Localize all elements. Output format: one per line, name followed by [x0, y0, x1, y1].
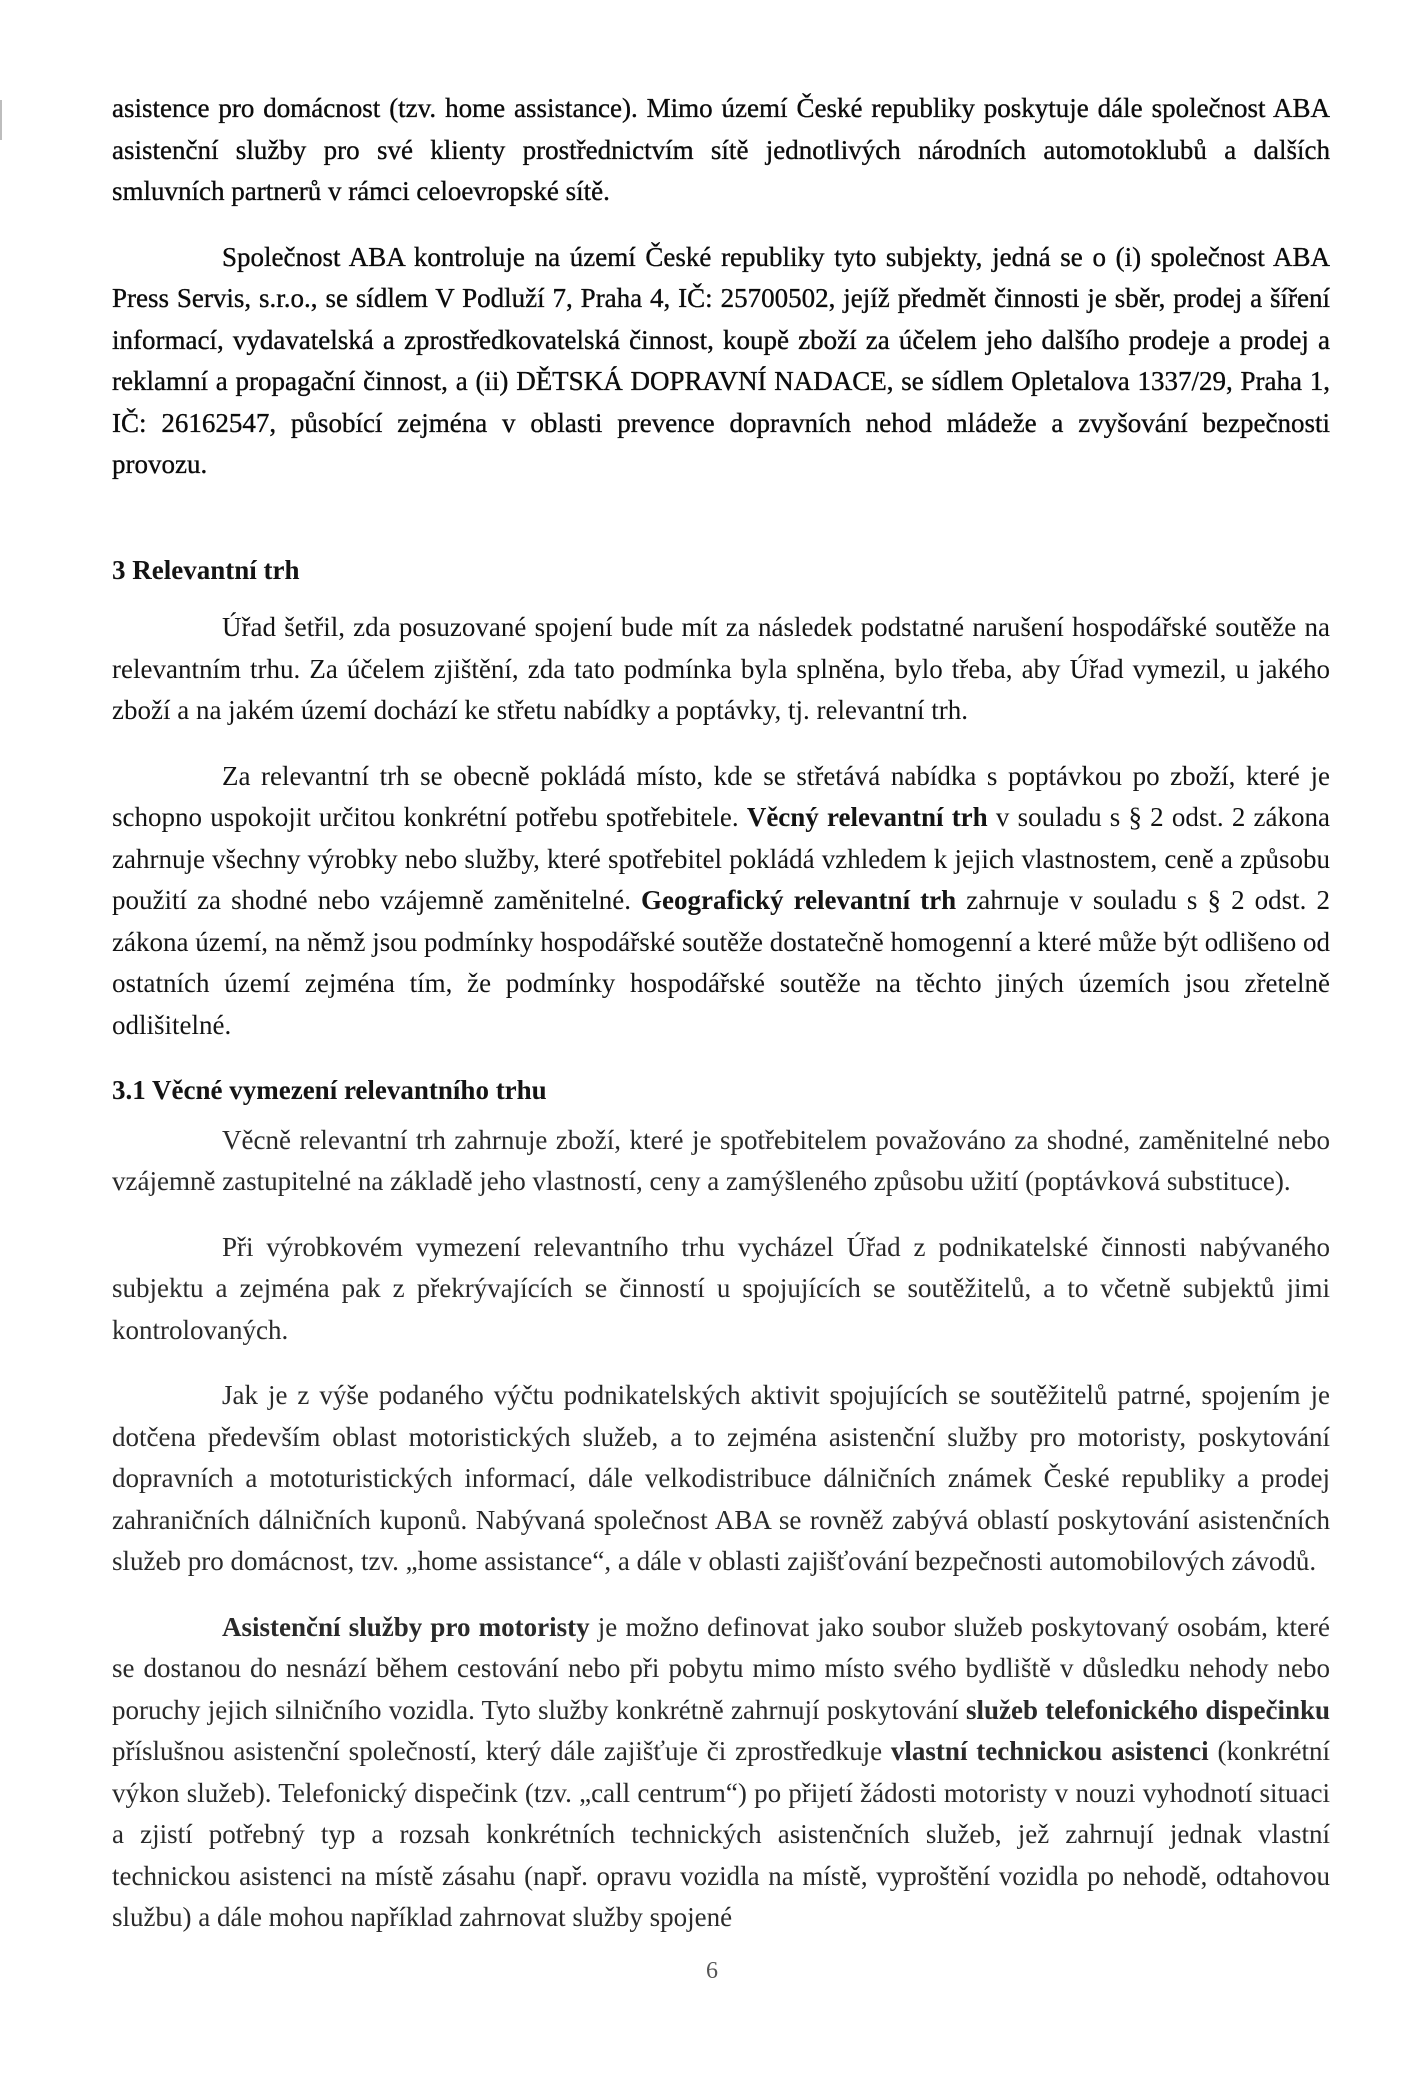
bold-term-motorist-assistance: Asistenční služby pro motoristy [222, 1611, 590, 1642]
paragraph-text: Věcně relevantní trh zahrnuje zboží, které je spotřebitelem považováno za shodné, zaměnitelné nebo vzájemně zastupitelné na základě jeho vlastností, ceny a zamýšleného způsobu užití (poptávková substituce). [112, 1124, 1330, 1196]
paragraph-text: (konkrétní výkon služeb). Telefonický dispečink (tzv. „call centrum“) po přijetí žádosti motoristy v nouzi vyhodnotí situaci a zjistí potřebný typ a rozsah konkrétních technických asistenčních služeb, jež zahrnují jednak vlastní technickou asistenci na místě zásahu (např. opravu vozidla na místě, vyproštění vozidla po nehodě, odtahovou službu) a dále mohou například zahrnovat služby spojené [112, 1736, 1330, 1932]
paragraph-product-market-scope [112, 1120, 1330, 1203]
document-page [112, 88, 1330, 1963]
paragraph-text: je možno definovat jako soubor služeb poskytovaný osobám, které se dostanou do nesnází během cestování nebo při pobytu mimo místo svého bydliště v důsledku nehody nebo poruchy jejich silničního vozidla. Tyto služby konkrétně zahrnují poskytování [112, 1611, 1330, 1725]
paragraph-text: Úřad šetřil, zda posuzované spojení bude mít za následek podstatné narušení hospodářské soutěže na relevantním trhu. Za účelem zjištění, zda tato podmínka byla splněna, bylo třeba, aby Úřad vymezil, u jakého zboží a na jakém území dochází ke střetu nabídky a poptávky, tj. relevantní trh. [112, 612, 1330, 725]
paragraph-product-delineation [112, 1227, 1330, 1352]
paragraph-market-definition [112, 756, 1330, 1047]
paragraph-text: zahrnuje v souladu s § 2 odst. 2 zákona území, na němž jsou podmínky hospodářské soutěže dostatečně homogenní a které může být odlišeno od ostatních území zejména tím, že podmínky hospodářské soutěže na těchto jiných územích jsou zřetelně odlišitelné. [112, 885, 1330, 1040]
bold-term-technical-assistance: vlastní technickou asistenci [890, 1736, 1209, 1766]
paragraph-controlled-subjects [112, 237, 1330, 486]
paragraph-motorist-assistance [112, 1607, 1330, 1939]
bold-term-product-market: Věcný relevantní trh [746, 802, 988, 832]
paragraph-text: Jak je z výše podaného výčtu podnikatelských aktivit spojujících se soutěžitelů patrné, spojením je dotčena především oblast motoristických služeb, a to zejména asistenční služby pro motoristy, poskytování dopravních a mototuristických informací, dále velkodistribuce dálničních známek České republiky a prodej zahraničních dálničních kuponů. Nabývaná společnost ABA se rovněž zabývá oblastí poskytování asistenčních služeb pro domácnost, tzv. „home assistance“, a dále v oblasti zajišťování bezpečnosti automobilových závodů. [112, 1380, 1330, 1576]
paragraph-text: Společnost ABA kontroluje na území České republiky tyto subjekty, jedná se o (i) společnost ABA Press Servis, s.r.o., se sídlem V Podluží 7, Praha 4, IČ: 25700502, jejíž předmět činnosti je sběr, prodej a šíření informací, vydavatelská a zprostředkovatelská činnost, koupě zboží za účelem jeho dalšího prodeje a prodej a reklamní a propagační činnost, a (ii) DĚTSKÁ DOPRAVNÍ NADACE, se sídlem Opletalova 1337/29, Praha 1, IČ: 26162547, působící zejména v oblasti prevence dopravních nehod mládeže a zvyšování bezpečnosti provozu. [112, 241, 1330, 479]
paragraph-text: Za relevantní trh se obecně pokládá místo, kde se střetává nabídka s poptávkou po zboží, které je schopno uspokojit určitou konkrétní potřebu spotřebitele. [112, 760, 1330, 832]
paragraph-home-assistance [112, 88, 1330, 213]
bold-term-geographic-market: Geografický relevantní trh [641, 885, 957, 915]
scan-edge-artifact [0, 100, 2, 140]
page-number: 6 [706, 1958, 718, 1984]
paragraph-text: příslušnou asistenční společností, který dále zajišťuje či zprostředkuje [112, 1736, 891, 1766]
paragraph-text: v souladu s § 2 odst. 2 zákona zahrnuje všechny výrobky nebo služby, které spotřebitel pokládá vzhledem k jejich vlastnostem, ceně a způsobu použití za shodné nebo vzájemně zaměnitelné. [112, 802, 1330, 915]
section-heading-relevant-market: 3 Relevantní trh [112, 554, 300, 585]
subsection-heading-product-market: 3.1 Věcné vymezení relevantního trhu [112, 1075, 547, 1105]
paragraph-text: Při výrobkovém vymezení relevantního trhu vycházel Úřad z podnikatelské činnosti nabývaného subjektu a zejména pak z překrývajících se činností u spojujících se soutěžitelů, a to včetně subjektů jimi kontrolovaných. [112, 1231, 1330, 1345]
paragraph-text: asistence pro domácnost (tzv. home assistance). Mimo území České republiky poskytuje dále společnost ABA asistenční služby pro své klienty prostřednictvím sítě jednotlivých národních automotoklubů a dalších smluvních partnerů v rámci celoevropské sítě. [112, 93, 1330, 206]
bold-term-dispatch-services: služeb telefonického dispečinku [965, 1694, 1330, 1725]
paragraph-affected-areas [112, 1375, 1330, 1583]
paragraph-office-investigation [112, 607, 1330, 732]
